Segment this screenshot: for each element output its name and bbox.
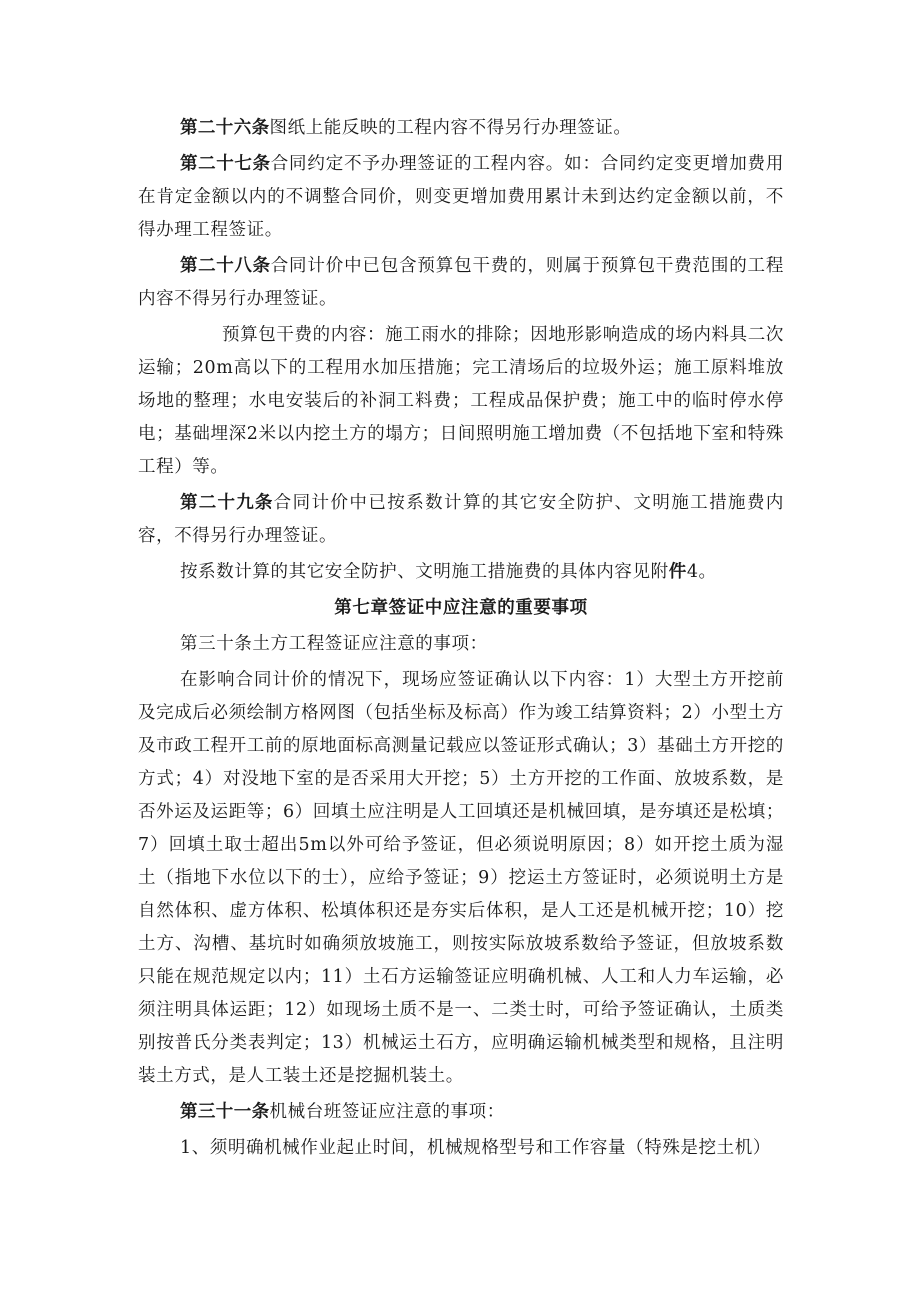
article-28 <box>138 250 784 316</box>
article-29-detail-text: 按系数计算的其它安全防护、文明施工措施费的具体内容见附 <box>180 562 669 582</box>
article-29-detail <box>138 556 784 589</box>
article-31-item-1: 1、须明确机械作业起止时间，机械规格型号和工作容量（特殊是挖土机） <box>180 1138 771 1158</box>
article-26-number: 第二十六条 <box>180 118 270 138</box>
article-30-detail: 在影响合同计价的情况下，现场应签证确认以下内容：1）大型土方开挖前及完成后必须绘制方格网图（包括坐标及标高）作为竣工结算资料；2）小型土方及市政工程开工前的原地面标高测量记载应以签证形式确认；3）基础土方开挖的方式；4）对没地下室的是否采用大开挖；5）土方开挖的工作面、放坡系数，是否外运及运距等；6）回填土应注明是人工回填还是机械回填，是夯填还是松填；7）回填土取士超出5m以外可给予签证，但必须说明原因；8）如开挖土质为湿土（指地下水位以下的士），应给予签证；9）挖运土方签证时，必须说明土方是自然体积、虚方体积、松填体积还是夯实后体积，是人工还是机械开挖；10）挖土方、沟槽、基坑时如确须放坡施工，则按实际放坡系数给予签证，但放坡系数只能在规范规定以内；11）土石方运输签证应明确机械、人工和人力车运输，必须注明具体运距；12）如现场土质不是一、二类士时，可给予签证确认，土质类别按普氏分类表判定；13）机械运土石方，应明确运输机械类型和规格，且注明装土方式，是人工装土还是挖掘机装土。 <box>138 670 784 1086</box>
article-28-text: 合同计价中已包含预算包干费的，则属于预算包干费范围的工程内容不得另行办理签证。 <box>138 256 784 309</box>
chapter-7-title: 第七章签证中应注意的重要事项 <box>334 598 588 618</box>
article-26-text: 图纸上能反映的工程内容不得另行办理签证。 <box>269 118 632 138</box>
article-27-number: 第二十七条 <box>180 154 271 174</box>
article-27-text: 合同约定不予办理签证的工程内容。如：合同约定变更增加费用在肯定金额以内的不调整合同价，则变更增加费用累计未到达约定金额以前，不得办理工程签证。 <box>138 154 784 240</box>
article-28-detail: 预算包干费的内容：施工雨水的排除；因地形影响造成的场内料具二次运输；20m高以下的工程用水加压措施；完工清场后的垃圾外运；施工原料堆放场地的整理；水电安装后的补洞工料费；工程成品保护费；施工中的临时停水停电；基础埋深2米以内挖土方的塌方；日间照明施工增加费（不包括地下室和特殊工程）等。 <box>138 325 784 477</box>
article-31-number: 第三十一条 <box>180 1102 270 1122</box>
article-29-number: 第二十九条 <box>180 493 274 513</box>
article-29 <box>138 487 784 553</box>
document-body <box>138 112 784 1168</box>
article-26 <box>138 112 784 145</box>
article-31-text: 机械台班签证应注意的事项： <box>269 1102 505 1122</box>
article-30: 第三十条土方工程签证应注意的事项： <box>180 634 488 654</box>
article-29-detail-bold: 件 <box>668 562 687 582</box>
article-31 <box>138 1096 784 1129</box>
article-29-detail-tail: 4。 <box>686 562 717 582</box>
article-29-text: 合同计价中已按系数计算的其它安全防护、文明施工措施费内容，不得另行办理签证。 <box>138 493 785 546</box>
article-27 <box>138 148 784 247</box>
article-28-number: 第二十八条 <box>180 256 271 276</box>
